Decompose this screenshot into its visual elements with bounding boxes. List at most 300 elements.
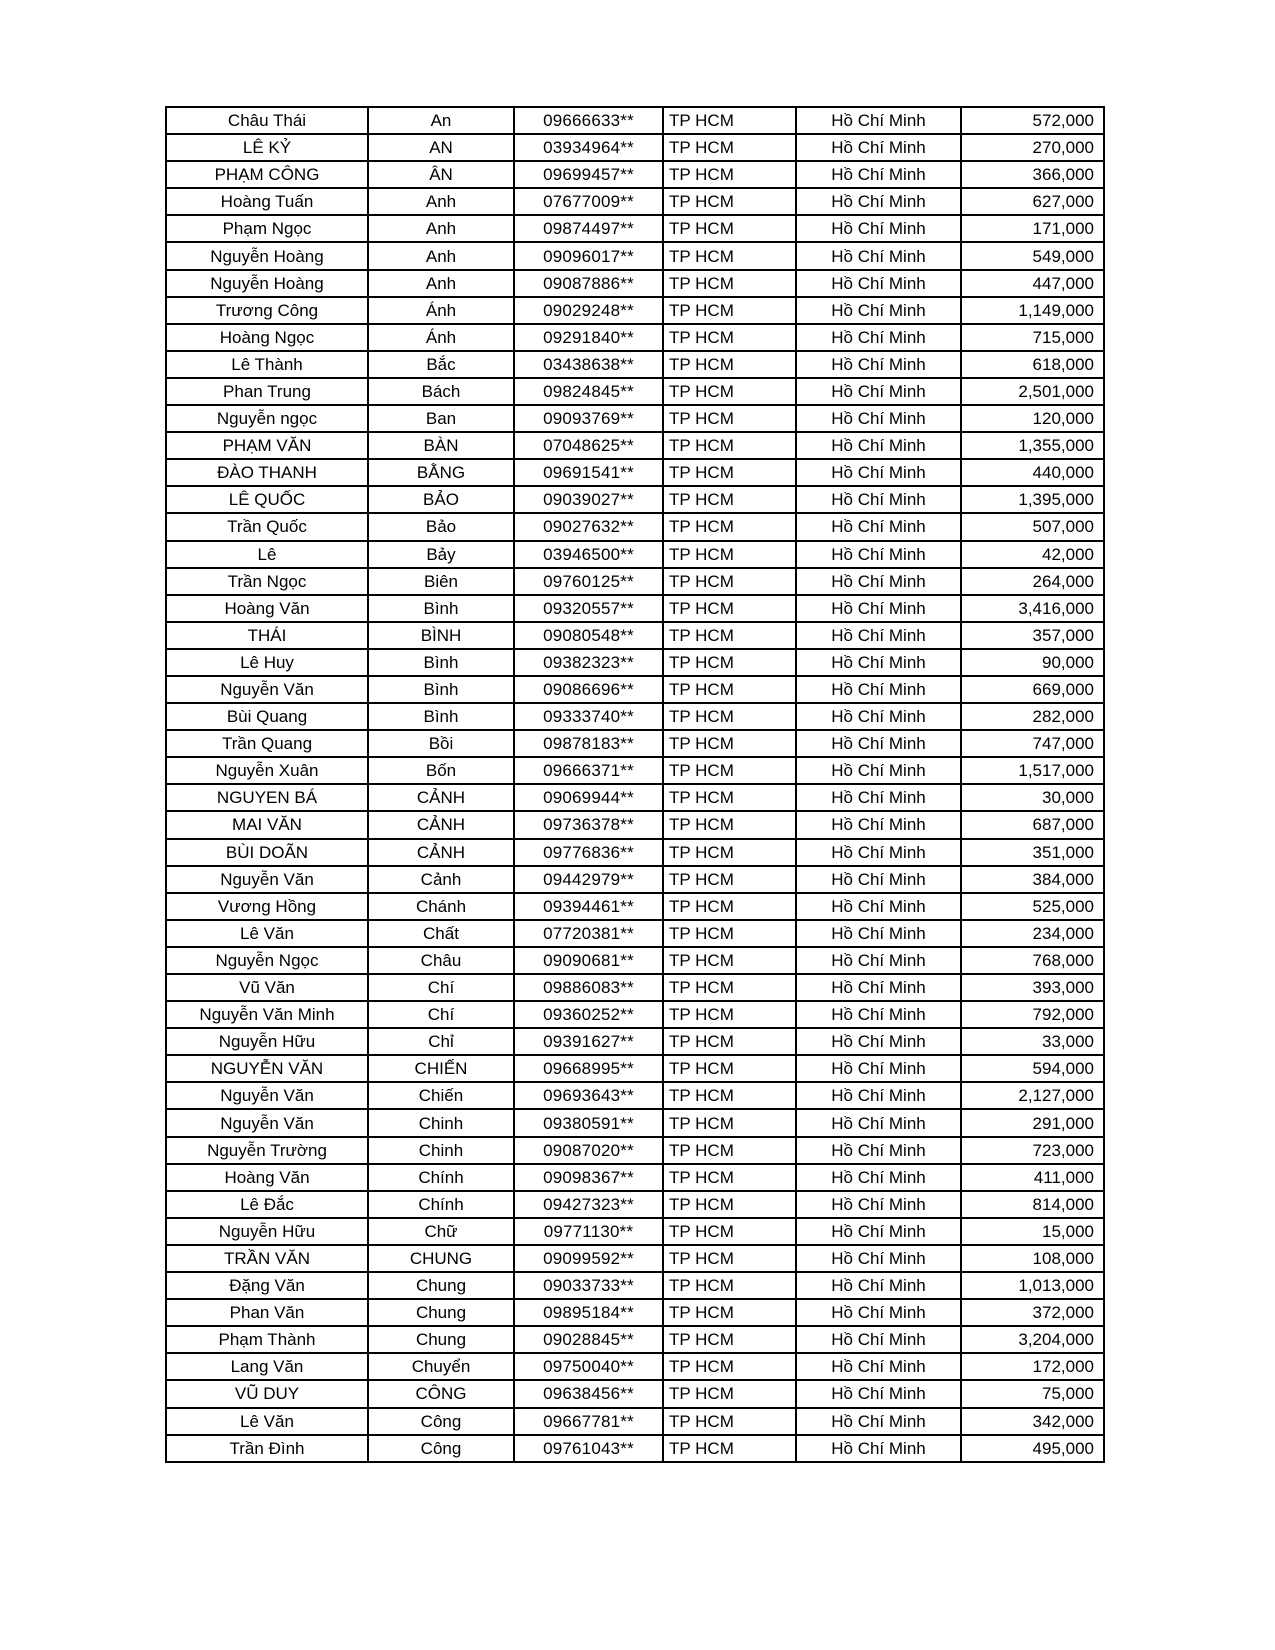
given-name-cell: BẢO bbox=[368, 486, 514, 513]
given-name-cell: Chính bbox=[368, 1191, 514, 1218]
amount-cell: 90,000 bbox=[961, 649, 1104, 676]
given-name-cell: ÂN bbox=[368, 161, 514, 188]
full-name-cell: Nguyễn Hoàng bbox=[166, 270, 368, 297]
phone-cell: 09760125** bbox=[514, 568, 663, 595]
table-row bbox=[166, 215, 1104, 242]
given-name-cell: Anh bbox=[368, 270, 514, 297]
city-cell: TP HCM bbox=[663, 1082, 796, 1109]
amount-cell: 372,000 bbox=[961, 1299, 1104, 1326]
phone-cell: 09320557** bbox=[514, 595, 663, 622]
city-cell: TP HCM bbox=[663, 107, 796, 134]
phone-cell: 09093769** bbox=[514, 405, 663, 432]
table-row bbox=[166, 1326, 1104, 1353]
amount-cell: 507,000 bbox=[961, 513, 1104, 540]
full-name-cell: Hoàng Ngọc bbox=[166, 324, 368, 351]
phone-cell: 03934964** bbox=[514, 134, 663, 161]
city-cell: TP HCM bbox=[663, 1001, 796, 1028]
phone-cell: 09333740** bbox=[514, 703, 663, 730]
province-cell: Hồ Chí Minh bbox=[796, 1408, 961, 1435]
amount-cell: 549,000 bbox=[961, 242, 1104, 269]
amount-cell: 1,013,000 bbox=[961, 1272, 1104, 1299]
full-name-cell: Hoàng Văn bbox=[166, 595, 368, 622]
full-name-cell: Đặng Văn bbox=[166, 1272, 368, 1299]
phone-cell: 09824845** bbox=[514, 378, 663, 405]
given-name-cell: Chỉ bbox=[368, 1028, 514, 1055]
phone-cell: 09666371** bbox=[514, 757, 663, 784]
given-name-cell: Ban bbox=[368, 405, 514, 432]
table-row bbox=[166, 784, 1104, 811]
amount-cell: 1,355,000 bbox=[961, 432, 1104, 459]
phone-cell: 07048625** bbox=[514, 432, 663, 459]
phone-cell: 09380591** bbox=[514, 1109, 663, 1136]
phone-cell: 09750040** bbox=[514, 1353, 663, 1380]
amount-cell: 351,000 bbox=[961, 839, 1104, 866]
phone-cell: 09027632** bbox=[514, 513, 663, 540]
amount-cell: 234,000 bbox=[961, 920, 1104, 947]
amount-cell: 2,501,000 bbox=[961, 378, 1104, 405]
phone-cell: 09886083** bbox=[514, 974, 663, 1001]
table-row bbox=[166, 242, 1104, 269]
table-row bbox=[166, 703, 1104, 730]
phone-cell: 09028845** bbox=[514, 1326, 663, 1353]
table-row bbox=[166, 270, 1104, 297]
given-name-cell: CẢNH bbox=[368, 784, 514, 811]
province-cell: Hồ Chí Minh bbox=[796, 459, 961, 486]
province-cell: Hồ Chí Minh bbox=[796, 622, 961, 649]
amount-cell: 768,000 bbox=[961, 947, 1104, 974]
city-cell: TP HCM bbox=[663, 784, 796, 811]
amount-cell: 384,000 bbox=[961, 866, 1104, 893]
contacts-table-body bbox=[166, 107, 1104, 1462]
amount-cell: 572,000 bbox=[961, 107, 1104, 134]
phone-cell: 09096017** bbox=[514, 242, 663, 269]
province-cell: Hồ Chí Minh bbox=[796, 703, 961, 730]
province-cell: Hồ Chí Minh bbox=[796, 1137, 961, 1164]
city-cell: TP HCM bbox=[663, 513, 796, 540]
phone-cell: 09693643** bbox=[514, 1082, 663, 1109]
full-name-cell: Phạm Ngọc bbox=[166, 215, 368, 242]
given-name-cell: CẢNH bbox=[368, 811, 514, 838]
full-name-cell: TRẦN VĂN bbox=[166, 1245, 368, 1272]
province-cell: Hồ Chí Minh bbox=[796, 866, 961, 893]
table-row bbox=[166, 947, 1104, 974]
amount-cell: 120,000 bbox=[961, 405, 1104, 432]
given-name-cell: BÌNH bbox=[368, 622, 514, 649]
phone-cell: 09360252** bbox=[514, 1001, 663, 1028]
province-cell: Hồ Chí Minh bbox=[796, 486, 961, 513]
given-name-cell: Bốn bbox=[368, 757, 514, 784]
phone-cell: 09391627** bbox=[514, 1028, 663, 1055]
province-cell: Hồ Chí Minh bbox=[796, 1326, 961, 1353]
province-cell: Hồ Chí Minh bbox=[796, 730, 961, 757]
city-cell: TP HCM bbox=[663, 1353, 796, 1380]
amount-cell: 282,000 bbox=[961, 703, 1104, 730]
table-row bbox=[166, 161, 1104, 188]
province-cell: Hồ Chí Minh bbox=[796, 1109, 961, 1136]
full-name-cell: VŨ DUY bbox=[166, 1380, 368, 1407]
full-name-cell: Nguyễn Văn Minh bbox=[166, 1001, 368, 1028]
table-row bbox=[166, 405, 1104, 432]
full-name-cell: Nguyễn Văn bbox=[166, 676, 368, 703]
full-name-cell: Nguyễn Văn bbox=[166, 1109, 368, 1136]
amount-cell: 172,000 bbox=[961, 1353, 1104, 1380]
table-row bbox=[166, 378, 1104, 405]
city-cell: TP HCM bbox=[663, 1218, 796, 1245]
table-row bbox=[166, 730, 1104, 757]
table-row bbox=[166, 595, 1104, 622]
amount-cell: 366,000 bbox=[961, 161, 1104, 188]
table-row bbox=[166, 1055, 1104, 1082]
table-row bbox=[166, 513, 1104, 540]
full-name-cell: Trần Quốc bbox=[166, 513, 368, 540]
given-name-cell: Ánh bbox=[368, 324, 514, 351]
phone-cell: 07677009** bbox=[514, 188, 663, 215]
full-name-cell: Nguyễn Hữu bbox=[166, 1028, 368, 1055]
province-cell: Hồ Chí Minh bbox=[796, 1380, 961, 1407]
province-cell: Hồ Chí Minh bbox=[796, 1028, 961, 1055]
given-name-cell: Chất bbox=[368, 920, 514, 947]
table-row bbox=[166, 866, 1104, 893]
city-cell: TP HCM bbox=[663, 1245, 796, 1272]
full-name-cell: Lê bbox=[166, 541, 368, 568]
given-name-cell: Bách bbox=[368, 378, 514, 405]
city-cell: TP HCM bbox=[663, 866, 796, 893]
province-cell: Hồ Chí Minh bbox=[796, 1435, 961, 1462]
amount-cell: 270,000 bbox=[961, 134, 1104, 161]
city-cell: TP HCM bbox=[663, 1028, 796, 1055]
full-name-cell: Trần Quang bbox=[166, 730, 368, 757]
city-cell: TP HCM bbox=[663, 1380, 796, 1407]
phone-cell: 09080548** bbox=[514, 622, 663, 649]
given-name-cell: Chí bbox=[368, 1001, 514, 1028]
full-name-cell: ĐÀO THANH bbox=[166, 459, 368, 486]
table-row bbox=[166, 649, 1104, 676]
full-name-cell: Lê Thành bbox=[166, 351, 368, 378]
table-row bbox=[166, 920, 1104, 947]
table-row bbox=[166, 893, 1104, 920]
table-row bbox=[166, 107, 1104, 134]
amount-cell: 447,000 bbox=[961, 270, 1104, 297]
phone-cell: 03946500** bbox=[514, 541, 663, 568]
full-name-cell: NGUYỄN VĂN bbox=[166, 1055, 368, 1082]
amount-cell: 792,000 bbox=[961, 1001, 1104, 1028]
phone-cell: 09442979** bbox=[514, 866, 663, 893]
given-name-cell: Chánh bbox=[368, 893, 514, 920]
province-cell: Hồ Chí Minh bbox=[796, 1001, 961, 1028]
full-name-cell: Nguyễn Văn bbox=[166, 866, 368, 893]
province-cell: Hồ Chí Minh bbox=[796, 947, 961, 974]
city-cell: TP HCM bbox=[663, 378, 796, 405]
province-cell: Hồ Chí Minh bbox=[796, 432, 961, 459]
given-name-cell: Công bbox=[368, 1408, 514, 1435]
amount-cell: 669,000 bbox=[961, 676, 1104, 703]
phone-cell: 09666633** bbox=[514, 107, 663, 134]
full-name-cell: Hoàng Tuấn bbox=[166, 188, 368, 215]
city-cell: TP HCM bbox=[663, 432, 796, 459]
city-cell: TP HCM bbox=[663, 405, 796, 432]
city-cell: TP HCM bbox=[663, 351, 796, 378]
full-name-cell: LÊ QUỐC bbox=[166, 486, 368, 513]
phone-cell: 09087886** bbox=[514, 270, 663, 297]
city-cell: TP HCM bbox=[663, 161, 796, 188]
given-name-cell: Bình bbox=[368, 595, 514, 622]
city-cell: TP HCM bbox=[663, 134, 796, 161]
given-name-cell: Bảo bbox=[368, 513, 514, 540]
table-row bbox=[166, 1137, 1104, 1164]
city-cell: TP HCM bbox=[663, 324, 796, 351]
amount-cell: 495,000 bbox=[961, 1435, 1104, 1462]
phone-cell: 09771130** bbox=[514, 1218, 663, 1245]
amount-cell: 15,000 bbox=[961, 1218, 1104, 1245]
table-row bbox=[166, 839, 1104, 866]
full-name-cell: Lê Văn bbox=[166, 1408, 368, 1435]
given-name-cell: Chiến bbox=[368, 1082, 514, 1109]
province-cell: Hồ Chí Minh bbox=[796, 324, 961, 351]
table-row bbox=[166, 1435, 1104, 1462]
city-cell: TP HCM bbox=[663, 757, 796, 784]
full-name-cell: Phan Trung bbox=[166, 378, 368, 405]
phone-cell: 03438638** bbox=[514, 351, 663, 378]
amount-cell: 814,000 bbox=[961, 1191, 1104, 1218]
given-name-cell: Anh bbox=[368, 215, 514, 242]
amount-cell: 3,204,000 bbox=[961, 1326, 1104, 1353]
given-name-cell: Anh bbox=[368, 242, 514, 269]
phone-cell: 09033733** bbox=[514, 1272, 663, 1299]
table-row bbox=[166, 622, 1104, 649]
province-cell: Hồ Chí Minh bbox=[796, 378, 961, 405]
city-cell: TP HCM bbox=[663, 1109, 796, 1136]
full-name-cell: LÊ KỶ bbox=[166, 134, 368, 161]
given-name-cell: Chí bbox=[368, 974, 514, 1001]
province-cell: Hồ Chí Minh bbox=[796, 811, 961, 838]
amount-cell: 618,000 bbox=[961, 351, 1104, 378]
city-cell: TP HCM bbox=[663, 1408, 796, 1435]
full-name-cell: Nguyễn ngọc bbox=[166, 405, 368, 432]
table-row bbox=[166, 1028, 1104, 1055]
table-row bbox=[166, 297, 1104, 324]
given-name-cell: An bbox=[368, 107, 514, 134]
province-cell: Hồ Chí Minh bbox=[796, 1272, 961, 1299]
phone-cell: 09776836** bbox=[514, 839, 663, 866]
phone-cell: 09691541** bbox=[514, 459, 663, 486]
full-name-cell: Lê Văn bbox=[166, 920, 368, 947]
province-cell: Hồ Chí Minh bbox=[796, 215, 961, 242]
given-name-cell: Cảnh bbox=[368, 866, 514, 893]
given-name-cell: AN bbox=[368, 134, 514, 161]
table-row bbox=[166, 676, 1104, 703]
province-cell: Hồ Chí Minh bbox=[796, 541, 961, 568]
table-row bbox=[166, 974, 1104, 1001]
province-cell: Hồ Chí Minh bbox=[796, 757, 961, 784]
province-cell: Hồ Chí Minh bbox=[796, 568, 961, 595]
phone-cell: 09761043** bbox=[514, 1435, 663, 1462]
amount-cell: 411,000 bbox=[961, 1164, 1104, 1191]
given-name-cell: Bình bbox=[368, 703, 514, 730]
full-name-cell: Lê Huy bbox=[166, 649, 368, 676]
full-name-cell: Nguyễn Văn bbox=[166, 1082, 368, 1109]
given-name-cell: Công bbox=[368, 1435, 514, 1462]
amount-cell: 30,000 bbox=[961, 784, 1104, 811]
amount-cell: 42,000 bbox=[961, 541, 1104, 568]
city-cell: TP HCM bbox=[663, 1326, 796, 1353]
table-row bbox=[166, 1299, 1104, 1326]
amount-cell: 75,000 bbox=[961, 1380, 1104, 1407]
city-cell: TP HCM bbox=[663, 1435, 796, 1462]
phone-cell: 09667781** bbox=[514, 1408, 663, 1435]
amount-cell: 3,416,000 bbox=[961, 595, 1104, 622]
city-cell: TP HCM bbox=[663, 839, 796, 866]
phone-cell: 09394461** bbox=[514, 893, 663, 920]
phone-cell: 09291840** bbox=[514, 324, 663, 351]
city-cell: TP HCM bbox=[663, 459, 796, 486]
city-cell: TP HCM bbox=[663, 1137, 796, 1164]
city-cell: TP HCM bbox=[663, 486, 796, 513]
province-cell: Hồ Chí Minh bbox=[796, 1055, 961, 1082]
province-cell: Hồ Chí Minh bbox=[796, 297, 961, 324]
phone-cell: 09029248** bbox=[514, 297, 663, 324]
amount-cell: 393,000 bbox=[961, 974, 1104, 1001]
table-row bbox=[166, 1408, 1104, 1435]
province-cell: Hồ Chí Minh bbox=[796, 1164, 961, 1191]
given-name-cell: CHUNG bbox=[368, 1245, 514, 1272]
province-cell: Hồ Chí Minh bbox=[796, 1353, 961, 1380]
given-name-cell: Bồi bbox=[368, 730, 514, 757]
given-name-cell: Bình bbox=[368, 649, 514, 676]
given-name-cell: Chung bbox=[368, 1272, 514, 1299]
province-cell: Hồ Chí Minh bbox=[796, 107, 961, 134]
city-cell: TP HCM bbox=[663, 297, 796, 324]
table-row bbox=[166, 134, 1104, 161]
amount-cell: 440,000 bbox=[961, 459, 1104, 486]
province-cell: Hồ Chí Minh bbox=[796, 188, 961, 215]
table-row bbox=[166, 1218, 1104, 1245]
phone-cell: 09099592** bbox=[514, 1245, 663, 1272]
given-name-cell: Bảy bbox=[368, 541, 514, 568]
amount-cell: 627,000 bbox=[961, 188, 1104, 215]
table-row bbox=[166, 188, 1104, 215]
phone-cell: 09874497** bbox=[514, 215, 663, 242]
given-name-cell: BÀN bbox=[368, 432, 514, 459]
full-name-cell: Nguyễn Trường bbox=[166, 1137, 368, 1164]
full-name-cell: Trần Đình bbox=[166, 1435, 368, 1462]
table-row bbox=[166, 811, 1104, 838]
full-name-cell: Vương Hồng bbox=[166, 893, 368, 920]
city-cell: TP HCM bbox=[663, 703, 796, 730]
amount-cell: 2,127,000 bbox=[961, 1082, 1104, 1109]
full-name-cell: PHẠM VĂN bbox=[166, 432, 368, 459]
full-name-cell: Châu Thái bbox=[166, 107, 368, 134]
city-cell: TP HCM bbox=[663, 622, 796, 649]
given-name-cell: Chung bbox=[368, 1326, 514, 1353]
given-name-cell: CẢNH bbox=[368, 839, 514, 866]
phone-cell: 09039027** bbox=[514, 486, 663, 513]
province-cell: Hồ Chí Minh bbox=[796, 242, 961, 269]
given-name-cell: Bình bbox=[368, 676, 514, 703]
city-cell: TP HCM bbox=[663, 595, 796, 622]
amount-cell: 1,517,000 bbox=[961, 757, 1104, 784]
amount-cell: 715,000 bbox=[961, 324, 1104, 351]
given-name-cell: Chung bbox=[368, 1299, 514, 1326]
full-name-cell: Trương Công bbox=[166, 297, 368, 324]
full-name-cell: Nguyễn Ngọc bbox=[166, 947, 368, 974]
province-cell: Hồ Chí Minh bbox=[796, 649, 961, 676]
given-name-cell: Bắc bbox=[368, 351, 514, 378]
full-name-cell: Nguyễn Xuân bbox=[166, 757, 368, 784]
full-name-cell: MAI VĂN bbox=[166, 811, 368, 838]
table-row bbox=[166, 432, 1104, 459]
city-cell: TP HCM bbox=[663, 568, 796, 595]
city-cell: TP HCM bbox=[663, 920, 796, 947]
table-row bbox=[166, 459, 1104, 486]
province-cell: Hồ Chí Minh bbox=[796, 784, 961, 811]
amount-cell: 594,000 bbox=[961, 1055, 1104, 1082]
province-cell: Hồ Chí Minh bbox=[796, 893, 961, 920]
table-row bbox=[166, 1164, 1104, 1191]
city-cell: TP HCM bbox=[663, 270, 796, 297]
full-name-cell: THÁI bbox=[166, 622, 368, 649]
full-name-cell: Lang Văn bbox=[166, 1353, 368, 1380]
city-cell: TP HCM bbox=[663, 947, 796, 974]
province-cell: Hồ Chí Minh bbox=[796, 676, 961, 703]
city-cell: TP HCM bbox=[663, 676, 796, 703]
province-cell: Hồ Chí Minh bbox=[796, 1245, 961, 1272]
city-cell: TP HCM bbox=[663, 1191, 796, 1218]
province-cell: Hồ Chí Minh bbox=[796, 161, 961, 188]
amount-cell: 357,000 bbox=[961, 622, 1104, 649]
city-cell: TP HCM bbox=[663, 188, 796, 215]
table-row bbox=[166, 324, 1104, 351]
city-cell: TP HCM bbox=[663, 215, 796, 242]
full-name-cell: Trần Ngọc bbox=[166, 568, 368, 595]
table-row bbox=[166, 1353, 1104, 1380]
phone-cell: 09895184** bbox=[514, 1299, 663, 1326]
city-cell: TP HCM bbox=[663, 1299, 796, 1326]
amount-cell: 171,000 bbox=[961, 215, 1104, 242]
province-cell: Hồ Chí Minh bbox=[796, 1218, 961, 1245]
given-name-cell: CÔNG bbox=[368, 1380, 514, 1407]
full-name-cell: Hoàng Văn bbox=[166, 1164, 368, 1191]
amount-cell: 33,000 bbox=[961, 1028, 1104, 1055]
city-cell: TP HCM bbox=[663, 1272, 796, 1299]
province-cell: Hồ Chí Minh bbox=[796, 134, 961, 161]
amount-cell: 108,000 bbox=[961, 1245, 1104, 1272]
given-name-cell: Châu bbox=[368, 947, 514, 974]
amount-cell: 525,000 bbox=[961, 893, 1104, 920]
phone-cell: 09878183** bbox=[514, 730, 663, 757]
given-name-cell: Anh bbox=[368, 188, 514, 215]
phone-cell: 09668995** bbox=[514, 1055, 663, 1082]
table-row bbox=[166, 351, 1104, 378]
province-cell: Hồ Chí Minh bbox=[796, 1082, 961, 1109]
city-cell: TP HCM bbox=[663, 541, 796, 568]
table-row bbox=[166, 486, 1104, 513]
phone-cell: 09736378** bbox=[514, 811, 663, 838]
amount-cell: 1,395,000 bbox=[961, 486, 1104, 513]
phone-cell: 09087020** bbox=[514, 1137, 663, 1164]
amount-cell: 1,149,000 bbox=[961, 297, 1104, 324]
full-name-cell: Phạm Thành bbox=[166, 1326, 368, 1353]
phone-cell: 07720381** bbox=[514, 920, 663, 947]
city-cell: TP HCM bbox=[663, 811, 796, 838]
full-name-cell: Bùi Quang bbox=[166, 703, 368, 730]
full-name-cell: PHẠM CÔNG bbox=[166, 161, 368, 188]
table-row bbox=[166, 1191, 1104, 1218]
province-cell: Hồ Chí Minh bbox=[796, 1191, 961, 1218]
table-row bbox=[166, 1245, 1104, 1272]
given-name-cell: Chinh bbox=[368, 1109, 514, 1136]
province-cell: Hồ Chí Minh bbox=[796, 351, 961, 378]
given-name-cell: Ánh bbox=[368, 297, 514, 324]
